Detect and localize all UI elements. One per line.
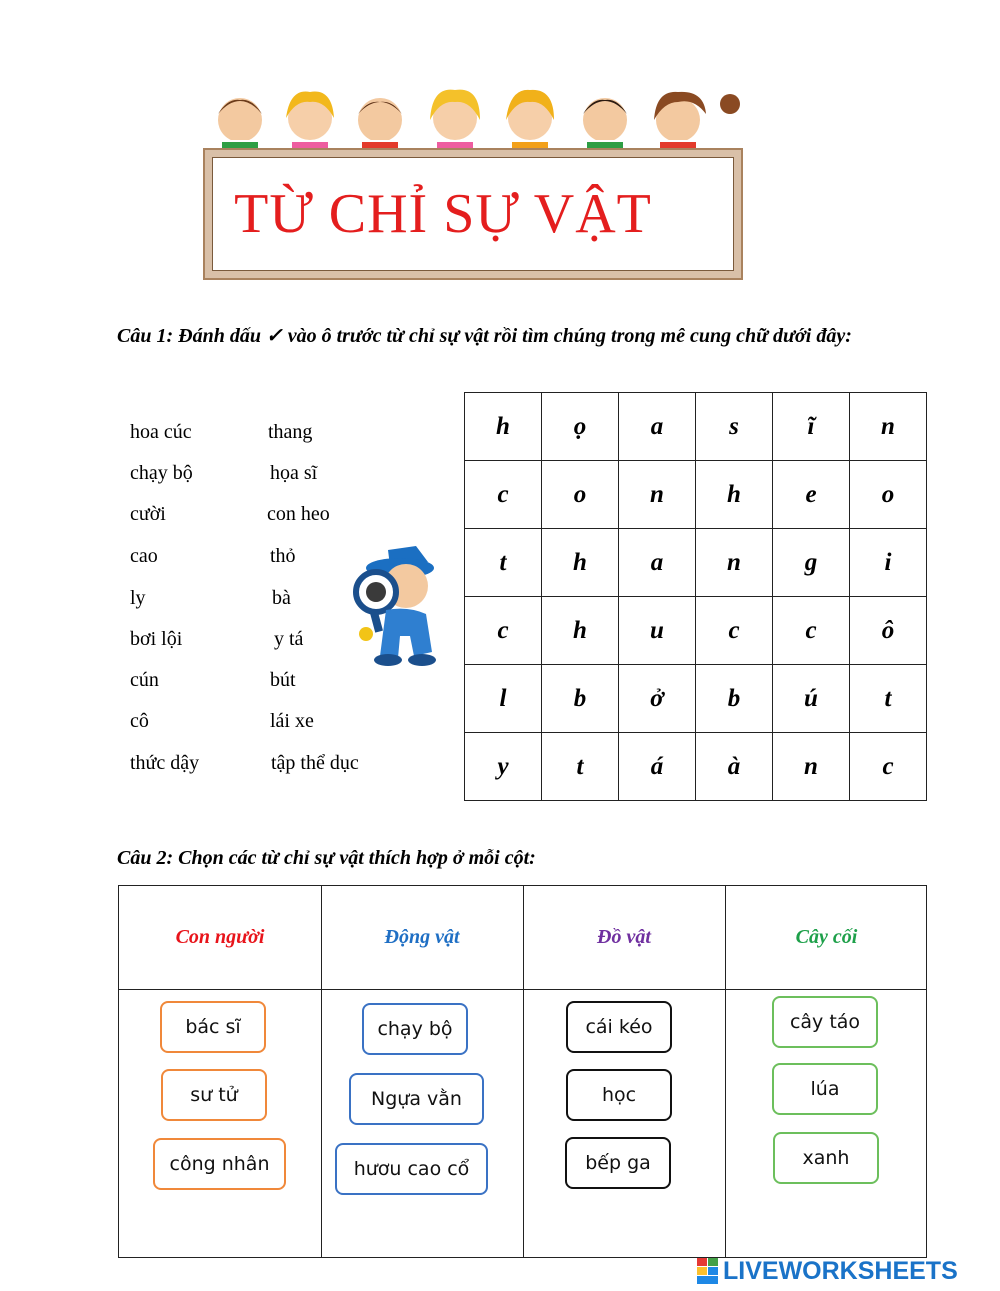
column-header-do-vat: Đồ vật: [597, 926, 651, 948]
word-item[interactable]: lái xe: [270, 710, 314, 732]
grid-cell[interactable]: n: [773, 733, 850, 801]
word-chip[interactable]: bác sĩ: [160, 1001, 266, 1053]
grid-cell[interactable]: c: [465, 461, 542, 529]
word-item[interactable]: thỏ: [270, 545, 296, 567]
page-title: TỪ CHỈ SỰ VẬT: [234, 183, 652, 245]
grid-cell[interactable]: o: [850, 461, 927, 529]
word-chip[interactable]: Ngựa vằn: [349, 1073, 484, 1125]
grid-cell[interactable]: n: [696, 529, 773, 597]
word-item[interactable]: họa sĩ: [270, 462, 318, 484]
word-item[interactable]: ly: [130, 587, 146, 609]
detective-icon: [328, 540, 453, 670]
word-item[interactable]: tập thể dục: [271, 752, 359, 774]
grid-cell[interactable]: ọ: [542, 393, 619, 461]
word-item[interactable]: chạy bộ: [130, 462, 193, 484]
grid-cell[interactable]: ở: [619, 665, 696, 733]
word-item[interactable]: con heo: [267, 503, 330, 525]
word-item[interactable]: hoa cúc: [130, 421, 192, 443]
grid-cell[interactable]: c: [465, 597, 542, 665]
grid-cell[interactable]: h: [542, 529, 619, 597]
grid-cell[interactable]: ĩ: [773, 393, 850, 461]
word-chip[interactable]: chạy bộ: [362, 1003, 468, 1055]
sorting-table: [118, 885, 927, 1258]
grid-cell[interactable]: b: [696, 665, 773, 733]
grid-cell[interactable]: h: [696, 461, 773, 529]
grid-cell[interactable]: u: [619, 597, 696, 665]
column-header-cay-coi: Cây cối: [795, 926, 858, 948]
word-item[interactable]: bà: [272, 587, 291, 609]
header-divider: [119, 989, 926, 990]
word-chip[interactable]: bếp ga: [565, 1137, 671, 1189]
word-chip[interactable]: công nhân: [153, 1138, 286, 1190]
word-item[interactable]: cao: [130, 545, 158, 567]
grid-cell[interactable]: h: [465, 393, 542, 461]
grid-cell[interactable]: ô: [850, 597, 927, 665]
grid-cell[interactable]: a: [619, 393, 696, 461]
children-illustration: [200, 84, 780, 154]
liveworksheets-badge-icon: [697, 1258, 719, 1284]
grid-cell[interactable]: g: [773, 529, 850, 597]
grid-cell[interactable]: t: [465, 529, 542, 597]
grid-cell[interactable]: a: [619, 529, 696, 597]
word-item[interactable]: y tá: [274, 628, 304, 650]
grid-cell[interactable]: s: [696, 393, 773, 461]
column-header-dong-vat: Động vật: [384, 926, 460, 948]
question-1-text: Câu 1: Đánh dấu ✓ vào ô trước từ chỉ sự vật rồi tìm chúng trong mê cung chữ dưới đây:: [117, 325, 852, 347]
question-2-text: Câu 2: Chọn các từ chỉ sự vật thích hợp ở mỗi cột:: [117, 847, 536, 869]
grid-cell[interactable]: á: [619, 733, 696, 801]
column-header-con-nguoi: Con người: [175, 926, 265, 948]
grid-cell[interactable]: i: [850, 529, 927, 597]
grid-cell[interactable]: c: [773, 597, 850, 665]
word-item[interactable]: bơi lội: [130, 628, 183, 650]
grid-cell[interactable]: c: [850, 733, 927, 801]
grid-cell[interactable]: t: [850, 665, 927, 733]
word-item[interactable]: cô: [130, 710, 149, 732]
word-item[interactable]: bút: [270, 669, 296, 691]
word-search-grid: [464, 392, 927, 801]
grid-cell[interactable]: e: [773, 461, 850, 529]
grid-cell[interactable]: h: [542, 597, 619, 665]
word-chip[interactable]: xanh: [773, 1132, 879, 1184]
grid-cell[interactable]: ú: [773, 665, 850, 733]
title-frame: [203, 148, 743, 280]
word-chip[interactable]: cái kéo: [566, 1001, 672, 1053]
grid-cell[interactable]: o: [542, 461, 619, 529]
word-chip[interactable]: sư tử: [161, 1069, 267, 1121]
grid-cell[interactable]: l: [465, 665, 542, 733]
word-item[interactable]: cún: [130, 669, 159, 691]
grid-cell[interactable]: y: [465, 733, 542, 801]
word-chip[interactable]: học: [566, 1069, 672, 1121]
word-item[interactable]: thức dậy: [130, 752, 200, 774]
word-chip[interactable]: lúa: [772, 1063, 878, 1115]
grid-cell[interactable]: b: [542, 665, 619, 733]
grid-cell[interactable]: t: [542, 733, 619, 801]
grid-cell[interactable]: n: [850, 393, 927, 461]
grid-cell[interactable]: n: [619, 461, 696, 529]
word-item[interactable]: thang: [268, 421, 313, 443]
word-chip[interactable]: hươu cao cổ: [335, 1143, 488, 1195]
word-chip[interactable]: cây táo: [772, 996, 878, 1048]
title-panel: [212, 157, 734, 271]
word-item[interactable]: cười: [130, 503, 166, 525]
grid-cell[interactable]: à: [696, 733, 773, 801]
liveworksheets-logo: [697, 1256, 958, 1286]
brand-name: LIVEWORKSHEETS: [723, 1256, 958, 1285]
grid-cell[interactable]: c: [696, 597, 773, 665]
